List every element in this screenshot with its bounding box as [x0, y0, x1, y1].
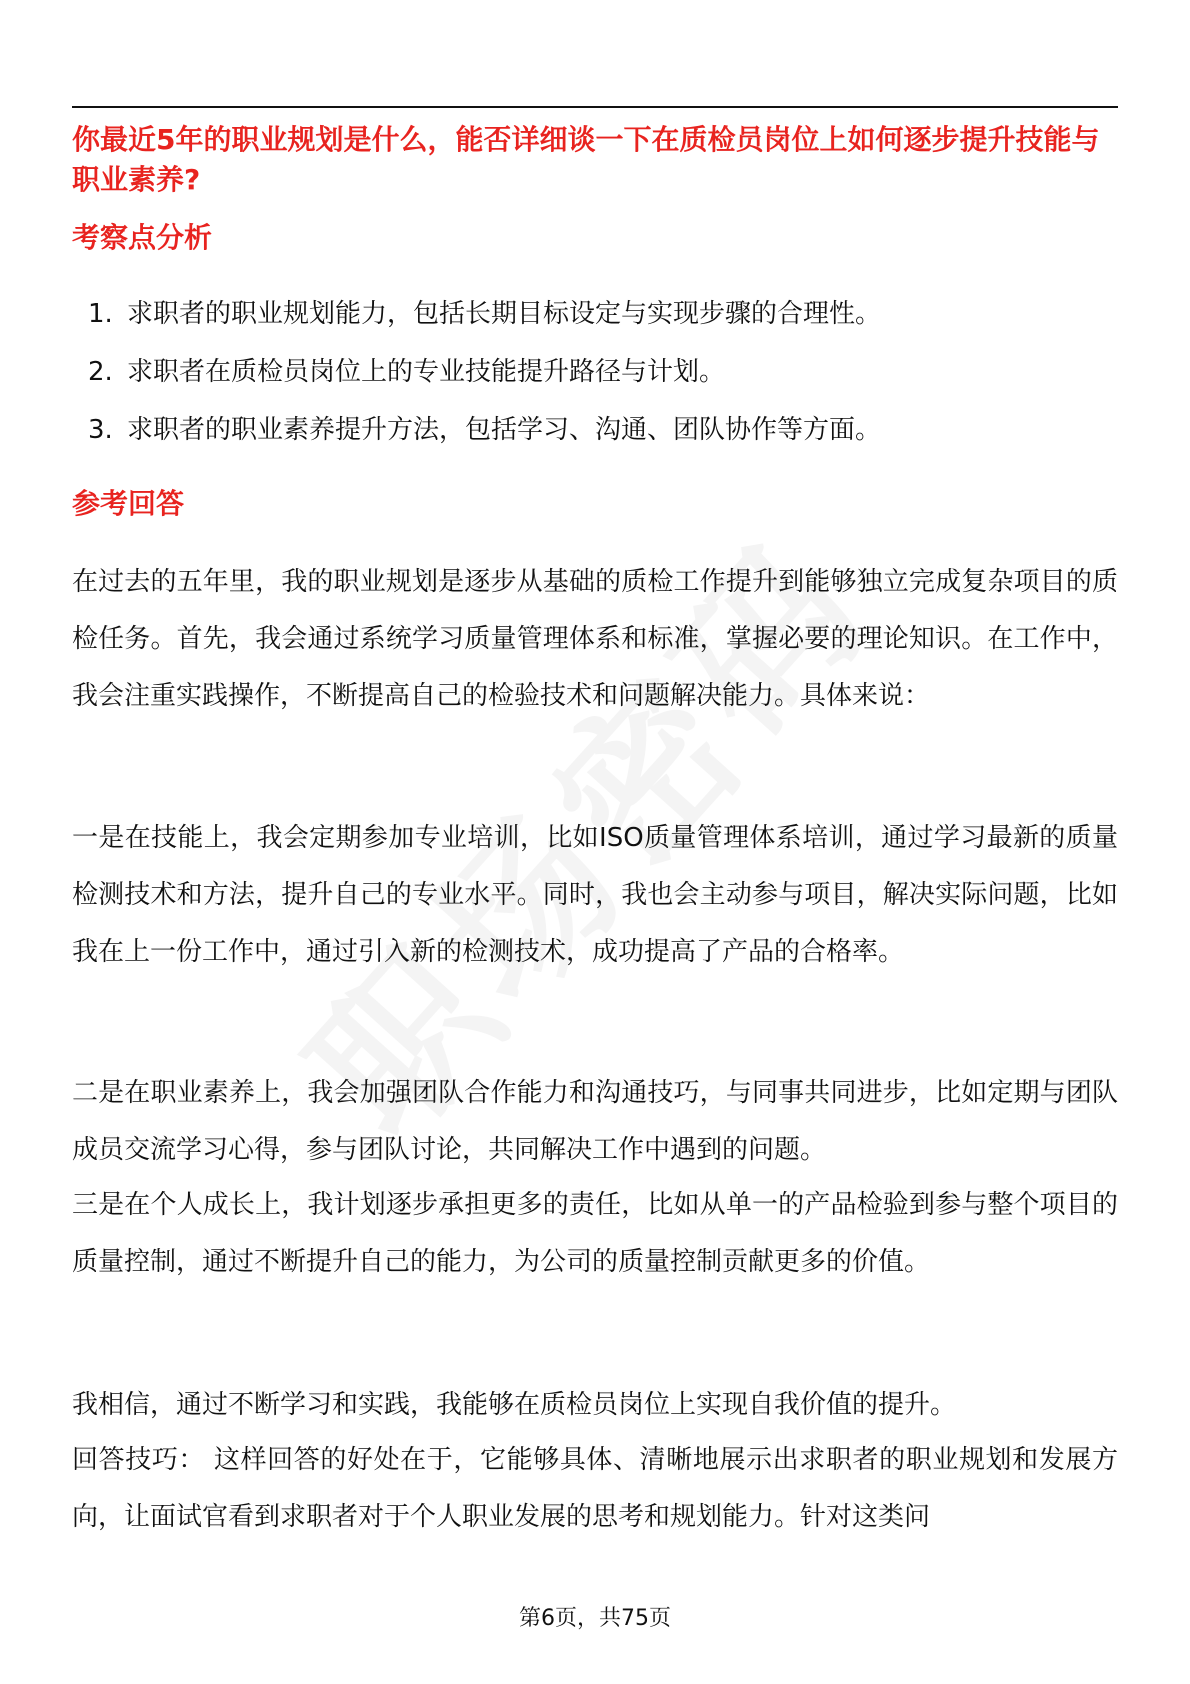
list-item: [72, 352, 1118, 410]
answer-tips: 回答技巧： 这样回答的好处在于，它能够具体、清晰地展示出求职者的职业规划和发展方向，让面试官看到求职者对于个人职业发展的思考和规划能力。针对这类问: [72, 1445, 1118, 1532]
watermark: [248, 346, 1032, 1179]
top-rule: [72, 106, 1118, 108]
analysis-list: [72, 294, 1118, 468]
analysis-heading: 考察点分析: [72, 221, 213, 254]
list-text: 求职者在质检员岗位上的专业技能提升路径与计划。: [127, 357, 726, 387]
answer-paragraph-conclusion: 我相信，通过不断学习和实践，我能够在质检员岗位上实现自我价值的提升。: [72, 1390, 957, 1420]
list-number: 1.: [88, 299, 113, 329]
list-number: 3.: [88, 415, 113, 445]
list-item: [72, 294, 1118, 352]
answer-paragraph-professionalism: 二是在职业素养上，我会加强团队合作能力和沟通技巧，与同事共同进步，比如定期与团队成员交流学习心得，参与团队讨论，共同解决工作中遇到的问题。: [72, 1078, 1118, 1165]
list-item: [72, 410, 1118, 468]
answer-heading: 参考回答: [72, 487, 185, 520]
list-number: 2.: [88, 357, 113, 387]
list-text: 求职者的职业规划能力，包括长期目标设定与实现步骤的合理性。: [127, 299, 882, 329]
answer-paragraph-growth: 三是在个人成长上，我计划逐步承担更多的责任，比如从单一的产品检验到参与整个项目的质量控制，通过不断提升自己的能力，为公司的质量控制贡献更多的价值。: [72, 1190, 1118, 1277]
page-number: 第6页，共75页: [519, 1606, 671, 1631]
answer-paragraph-skills: 一是在技能上，我会定期参加专业培训，比如ISO质量管理体系培训，通过学习最新的质量检测技术和方法，提升自己的专业水平。同时，我也会主动参与项目，解决实际问题，比如我在上一份工作中，通过引入新的检测技术，成功提高了产品的合格率。: [72, 823, 1118, 967]
question-title: 你最近5年的职业规划是什么，能否详细谈一下在质检员岗位上如何逐步提升技能与职业素养?: [72, 123, 1100, 196]
list-text: 求职者的职业素养提升方法，包括学习、沟通、团队协作等方面。: [127, 415, 882, 445]
answer-paragraph-intro: 在过去的五年里，我的职业规划是逐步从基础的质检工作提升到能够独立完成复杂项目的质检任务。首先，我会通过系统学习质量管理体系和标准，掌握必要的理论知识。在工作中，我会注重实践操作，不断提高自己的检验技术和问题解决能力。具体来说：: [72, 567, 1118, 711]
